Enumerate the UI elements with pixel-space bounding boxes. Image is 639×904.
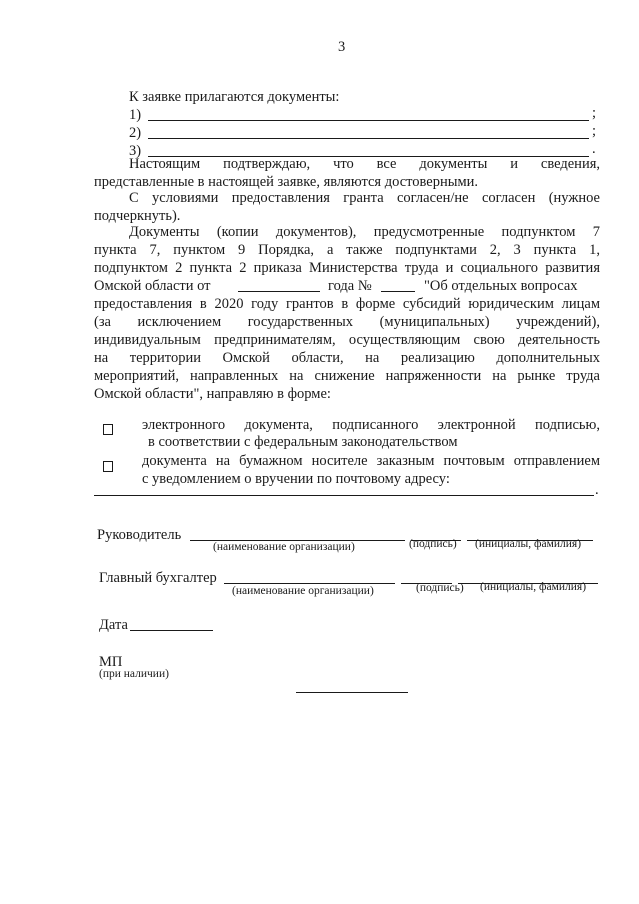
- option-paper-line-2: с уведомлением о вручении по почтовому адресу:: [142, 471, 450, 487]
- documents-line-1: Документы (копии документов), предусмотренные подпунктом 7: [129, 224, 600, 240]
- documents-line-8: на территории Омской области, на реализацию дополнительных: [94, 350, 600, 366]
- accountant-label: Главный бухгалтер: [99, 570, 217, 586]
- head-org-caption: (наименование организации): [213, 541, 355, 553]
- stamp-caption: (при наличии): [99, 668, 169, 680]
- paper-checkbox[interactable]: [103, 461, 113, 472]
- option-electronic-line-2: в соответствии с федеральным законодательством: [148, 434, 458, 450]
- accountant-org-caption: (наименование организации): [232, 585, 374, 597]
- accountant-name-caption: (инициалы, фамилия): [480, 581, 587, 593]
- attachments-heading: К заявке прилагаются документы:: [129, 89, 340, 105]
- attachment-item-1-number: 1): [129, 107, 142, 123]
- postal-address-line[interactable]: [94, 495, 594, 496]
- attachment-item-2-line[interactable]: [148, 138, 589, 139]
- documents-line-4-end: "Об отдельных вопросах: [424, 278, 578, 294]
- attachment-item-1-end: ;: [592, 105, 597, 121]
- closing-separator: [296, 692, 408, 693]
- confirm-line-2: представленные в настоящей заявке, являются достоверными.: [94, 174, 479, 190]
- accountant-org-line[interactable]: [224, 583, 395, 584]
- attachment-item-3-number: 3): [129, 143, 142, 159]
- head-name-caption: (инициалы, фамилия): [475, 538, 582, 550]
- documents-line-4-year: года №: [328, 278, 372, 294]
- date-label: Дата: [99, 617, 128, 633]
- accountant-signature-caption: (подпись): [416, 582, 464, 594]
- documents-line-10: Омской области", направляю в форме:: [94, 386, 331, 402]
- documents-line-4-start: Омской области от: [94, 278, 211, 294]
- option-paper-line-1: документа на бумажном носителе заказным почтовым отправлением: [142, 453, 600, 469]
- documents-line-6: (за исключением государственных (муниципальных) учреждений),: [94, 314, 600, 330]
- documents-line-2: пункта 7, пунктом 9 Порядка, а также подпунктами 2, 3 пункта 1,: [94, 242, 600, 258]
- conditions-line-2: подчеркнуть).: [94, 208, 181, 224]
- option-electronic-line-1: электронного документа, подписанного электронной подписью,: [142, 417, 600, 433]
- confirm-line-1: Настоящим подтверждаю, что все документы и сведения,: [129, 156, 600, 172]
- attachment-item-2-number: 2): [129, 125, 142, 141]
- page-number: 3: [338, 39, 346, 55]
- conditions-line-1: С условиями предоставления гранта согласен/не согласен (нужное: [129, 190, 600, 206]
- date-line[interactable]: [130, 630, 213, 631]
- documents-line-5: предоставления в 2020 году грантов в форме субсидий юридическим лицам: [94, 296, 600, 312]
- head-signature-caption: (подпись): [409, 538, 457, 550]
- order-date-blank[interactable]: [238, 291, 320, 292]
- address-end: .: [595, 482, 599, 498]
- documents-line-7: индивидуальным предпринимателям, осуществляющим свою деятельность: [94, 332, 600, 348]
- electronic-checkbox[interactable]: [103, 424, 113, 435]
- stamp-label: МП: [99, 654, 123, 670]
- order-number-blank[interactable]: [381, 291, 415, 292]
- attachment-item-2-end: ;: [592, 123, 597, 139]
- attachment-item-1-line[interactable]: [148, 120, 589, 121]
- head-label: Руководитель: [97, 527, 182, 543]
- documents-line-9: мероприятий, направленных на снижение напряженности на рынке труда: [94, 368, 600, 384]
- attachment-item-3-end: .: [592, 141, 596, 157]
- documents-line-3: подпунктом 2 пункта 2 приказа Министерства труда и социального развития: [94, 260, 600, 276]
